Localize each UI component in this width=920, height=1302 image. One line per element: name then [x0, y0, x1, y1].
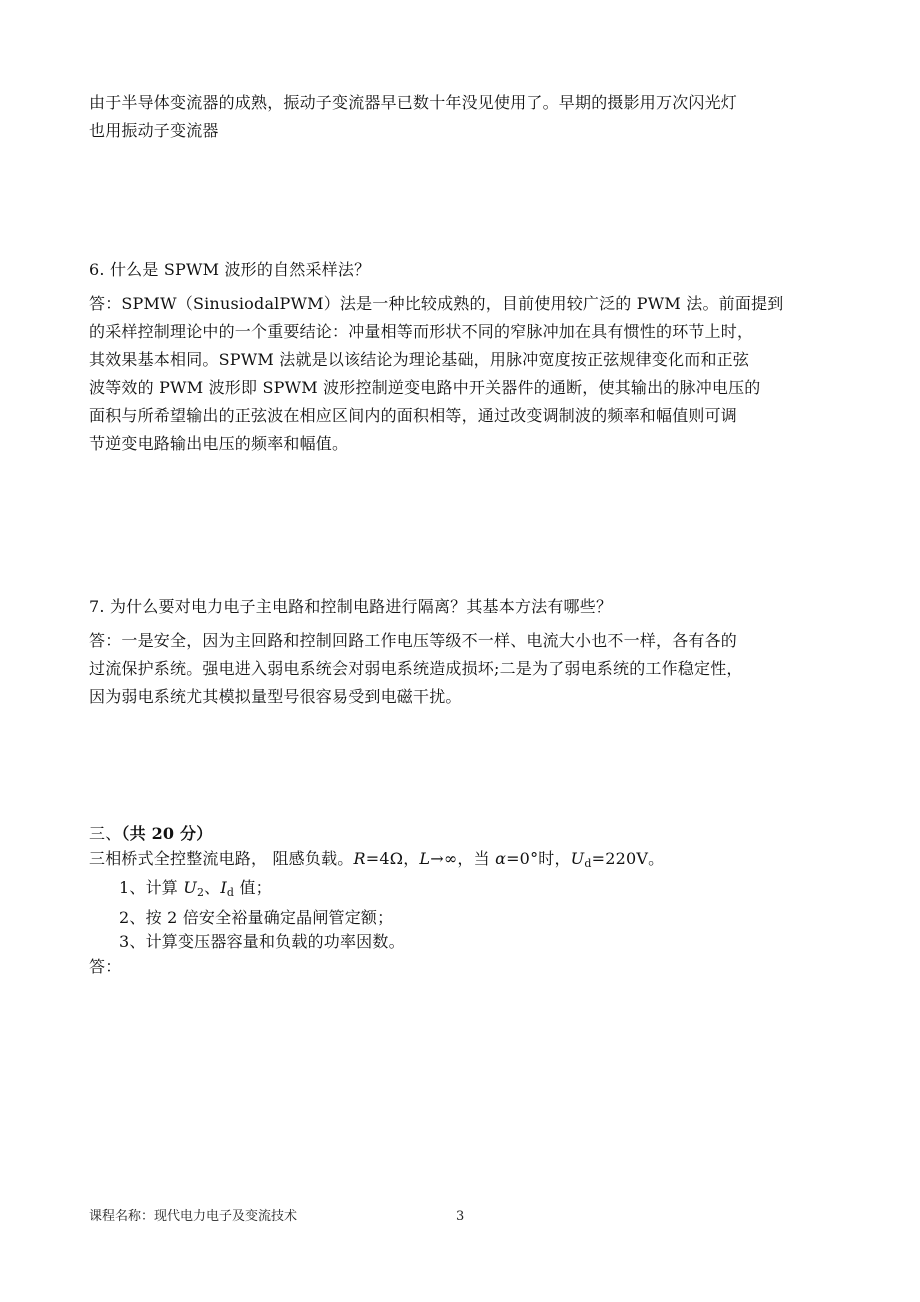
answer-6	[89, 290, 834, 458]
sub-id: d	[226, 886, 235, 899]
var-ud: U	[570, 848, 585, 868]
var-r: R	[353, 848, 366, 868]
var-id: I	[220, 878, 227, 897]
sub-ud: d	[584, 856, 592, 870]
intro-line-2: 也用振动子变流器	[89, 121, 219, 140]
footer-course-name: 课程名称：现代电力电子及变流技术	[89, 1209, 298, 1224]
item-1-tail: 值；	[234, 878, 272, 897]
question-7: 7. 为什么要对电力电子主电路和控制电路进行隔离？其基本方法有哪些？	[89, 597, 613, 616]
section-3-item-3: 3、计算变压器容量和负载的功率因数。	[119, 932, 405, 951]
var-l: L	[419, 848, 431, 868]
answer-7-line: 过流保护系统。强电进入弱电系统会对弱电系统造成损坏;二是为了弱电系统的工作稳定性，	[89, 659, 743, 678]
var-alpha: α	[495, 848, 507, 868]
var-u2: U	[183, 878, 197, 897]
answer-6-line: 其效果基本相同。SPWM 法就是以该结论为理论基础，用脉冲宽度按正弦规律变化而和正弦	[89, 350, 750, 369]
val-r: =4Ω，	[365, 848, 420, 868]
desc-text: 三相桥式全控整流电路， 阻感负载。	[89, 848, 354, 868]
section-3-answer-label: 答：	[89, 956, 122, 976]
section-3-item-1	[89, 876, 834, 906]
item-1-text: 1、计算	[119, 878, 184, 897]
intro-line-1: 由于半导体变流器的成熟，振动子变流器早已数十年没见使用了。早期的摄影用万次闪光灯	[89, 93, 738, 112]
answer-7-line: 因为弱电系统尤其模拟量型号很容易受到电磁干扰。	[89, 687, 462, 706]
answer-7	[89, 627, 834, 711]
val-alpha: =0°时，	[506, 848, 571, 868]
section-3-number: 三、	[89, 824, 122, 843]
footer-page-number: 3	[456, 1209, 465, 1224]
answer-6-line: 节逆变电路输出电压的频率和幅值。	[89, 434, 349, 453]
answer-6-line: 波等效的 PWM 波形即 SPWM 波形控制逆变电路中开关器件的通断，使其输出的脉冲电压的	[89, 378, 761, 397]
answer-6-line: 面积与所希望输出的正弦波在相应区间内的面积相等，通过改变调制波的频率和幅值则可调	[89, 406, 738, 425]
answer-6-line: 的采样控制理论中的一个重要结论：冲量相等而形状不同的窄脉冲加在具有惯性的环节上时，	[89, 322, 754, 341]
section-3	[89, 822, 834, 979]
answer-7-line: 答：一是安全，因为主回路和控制回路工作电压等级不一样、电流大小也不一样，各有各的	[89, 631, 738, 650]
question-6: 6. 什么是 SPWM 波形的自然采样法？	[89, 260, 371, 279]
intro-paragraph	[89, 89, 834, 145]
sub-u2: 2	[196, 886, 205, 899]
val-l: →∞，当	[430, 848, 496, 868]
item-1-sep: 、	[204, 878, 221, 897]
section-3-points: （共 20 分）	[121, 824, 213, 843]
answer-6-line: 答：SPMW（SinusiodalPWM）法是一种比较成熟的，目前使用较广泛的 PWM 法。前面提到	[89, 294, 784, 313]
val-ud: =220V。	[591, 848, 665, 868]
section-3-heading	[89, 822, 834, 847]
section-3-description	[89, 847, 834, 877]
section-3-item-2: 2、按 2 倍安全裕量确定晶闸管定额；	[119, 907, 394, 927]
